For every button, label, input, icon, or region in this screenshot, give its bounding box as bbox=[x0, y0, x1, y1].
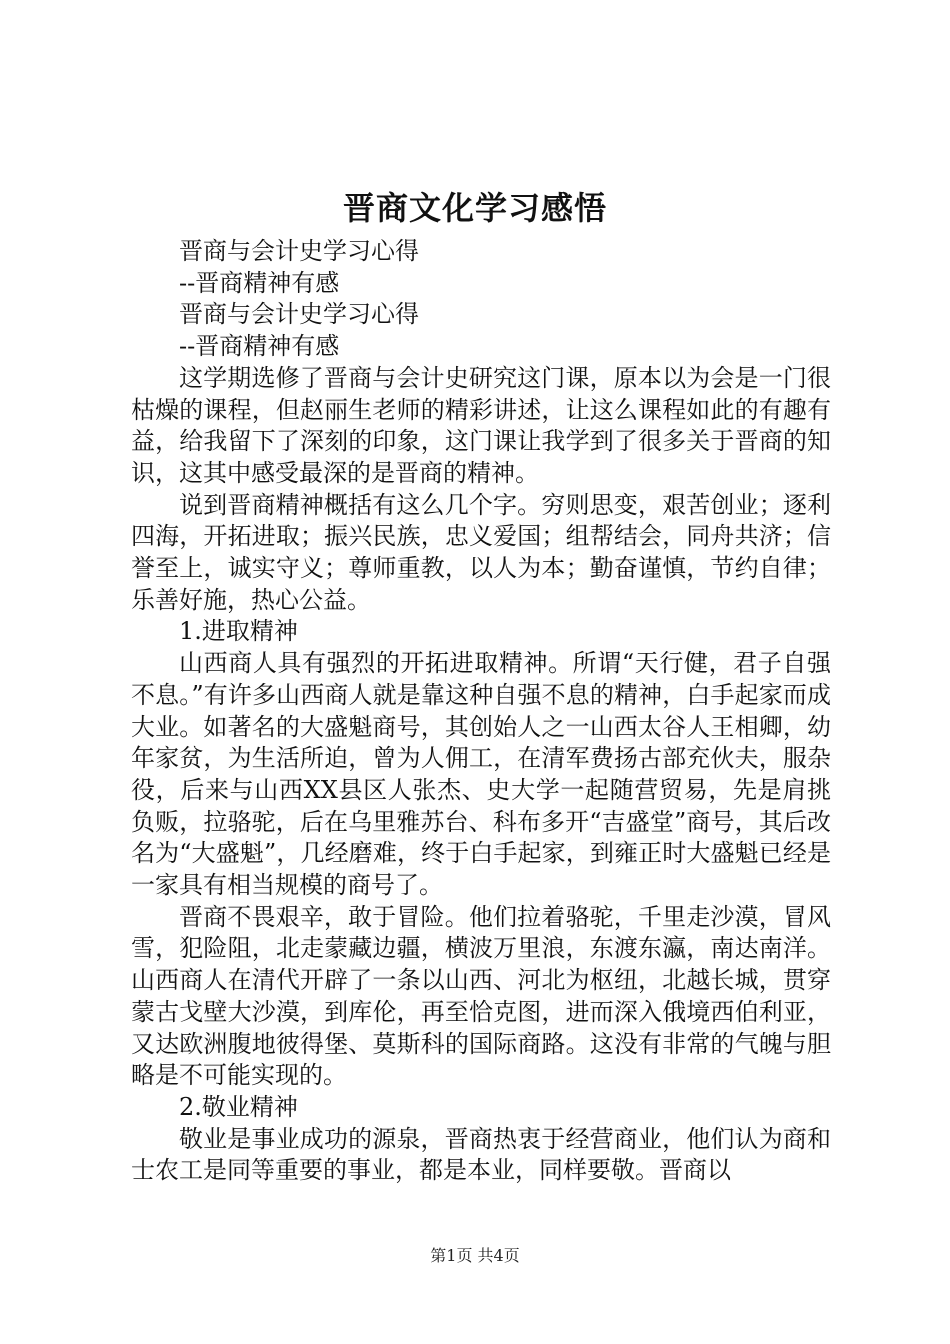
subtitle-line: --晋商精神有感 bbox=[179, 268, 340, 297]
subtitle-line: --晋商精神有感 bbox=[179, 332, 340, 361]
body-paragraph: 说到晋商精神概括有这么几个字。穷则思变，艰苦创业；逐利四海，开拓进取；振兴民族，忠义爱国；组帮结会，同舟共济；信誉至上，诚实守义；尊师重教，以人为本；勤奋谨慎，节约自律；乐善好施，热心公益。 bbox=[131, 490, 831, 614]
document-body bbox=[131, 236, 831, 1187]
section-heading: 1.进取精神 bbox=[179, 617, 298, 646]
page-number-footer: 第1页 共4页 bbox=[430, 1246, 520, 1265]
body-paragraph: 山西商人具有强烈的开拓进取精神。所谓“天行健，君子自强不息。”有许多山西商人就是靠这种自强不息的精神，白手起家而成大业。如著名的大盛魁商号，其创始人之一山西太谷人王相卿，幼年家贫，为生活所迫，曾为人佣工，在清军费扬古部充伙夫，服杂役，后来与山西XX县区人张杰、史大学一起随营贸易，先是肩挑负贩，拉骆驼，后在乌里雅苏台、科布多开“吉盛堂”商号，其后改名为“大盛魁”，几经磨难，终于白手起家，到雍正时大盛魁已经是一家具有相当规模的商号了。 bbox=[131, 649, 831, 900]
subtitle-line: 晋商与会计史学习心得 bbox=[179, 300, 419, 329]
body-paragraph: 敬业是事业成功的源泉，晋商热衷于经营商业，他们认为商和士农工是同等重要的事业，都是本业，同样要敬。晋商以 bbox=[131, 1124, 831, 1185]
subtitle-line: 晋商与会计史学习心得 bbox=[179, 237, 419, 265]
body-paragraph: 晋商不畏艰辛，敢于冒险。他们拉着骆驼，千里走沙漠，冒风雪，犯险阻，北走蒙藏边疆，横波万里浪，东渡东瀛，南达南洋。山西商人在清代开辟了一条以山西、河北为枢纽，北越长城，贯穿蒙古戈壁大沙漠，到库伦，再至恰克图，进而深入俄境西伯利亚，又达欧洲腹地彼得堡、莫斯科的国际商路。这没有非常的气魄与胆略是不可能实现的。 bbox=[131, 902, 831, 1090]
section-heading: 2.敬业精神 bbox=[179, 1092, 298, 1121]
document-title: 晋商文化学习感悟 bbox=[342, 189, 607, 227]
body-paragraph: 这学期选修了晋商与会计史研究这门课，原本以为会是一门很枯燥的课程，但赵丽生老师的精彩讲述，让这么课程如此的有趣有益，给我留下了深刻的印象，这门课让我学到了很多关于晋商的知识，这其中感受最深的是晋商的精神。 bbox=[131, 363, 831, 487]
